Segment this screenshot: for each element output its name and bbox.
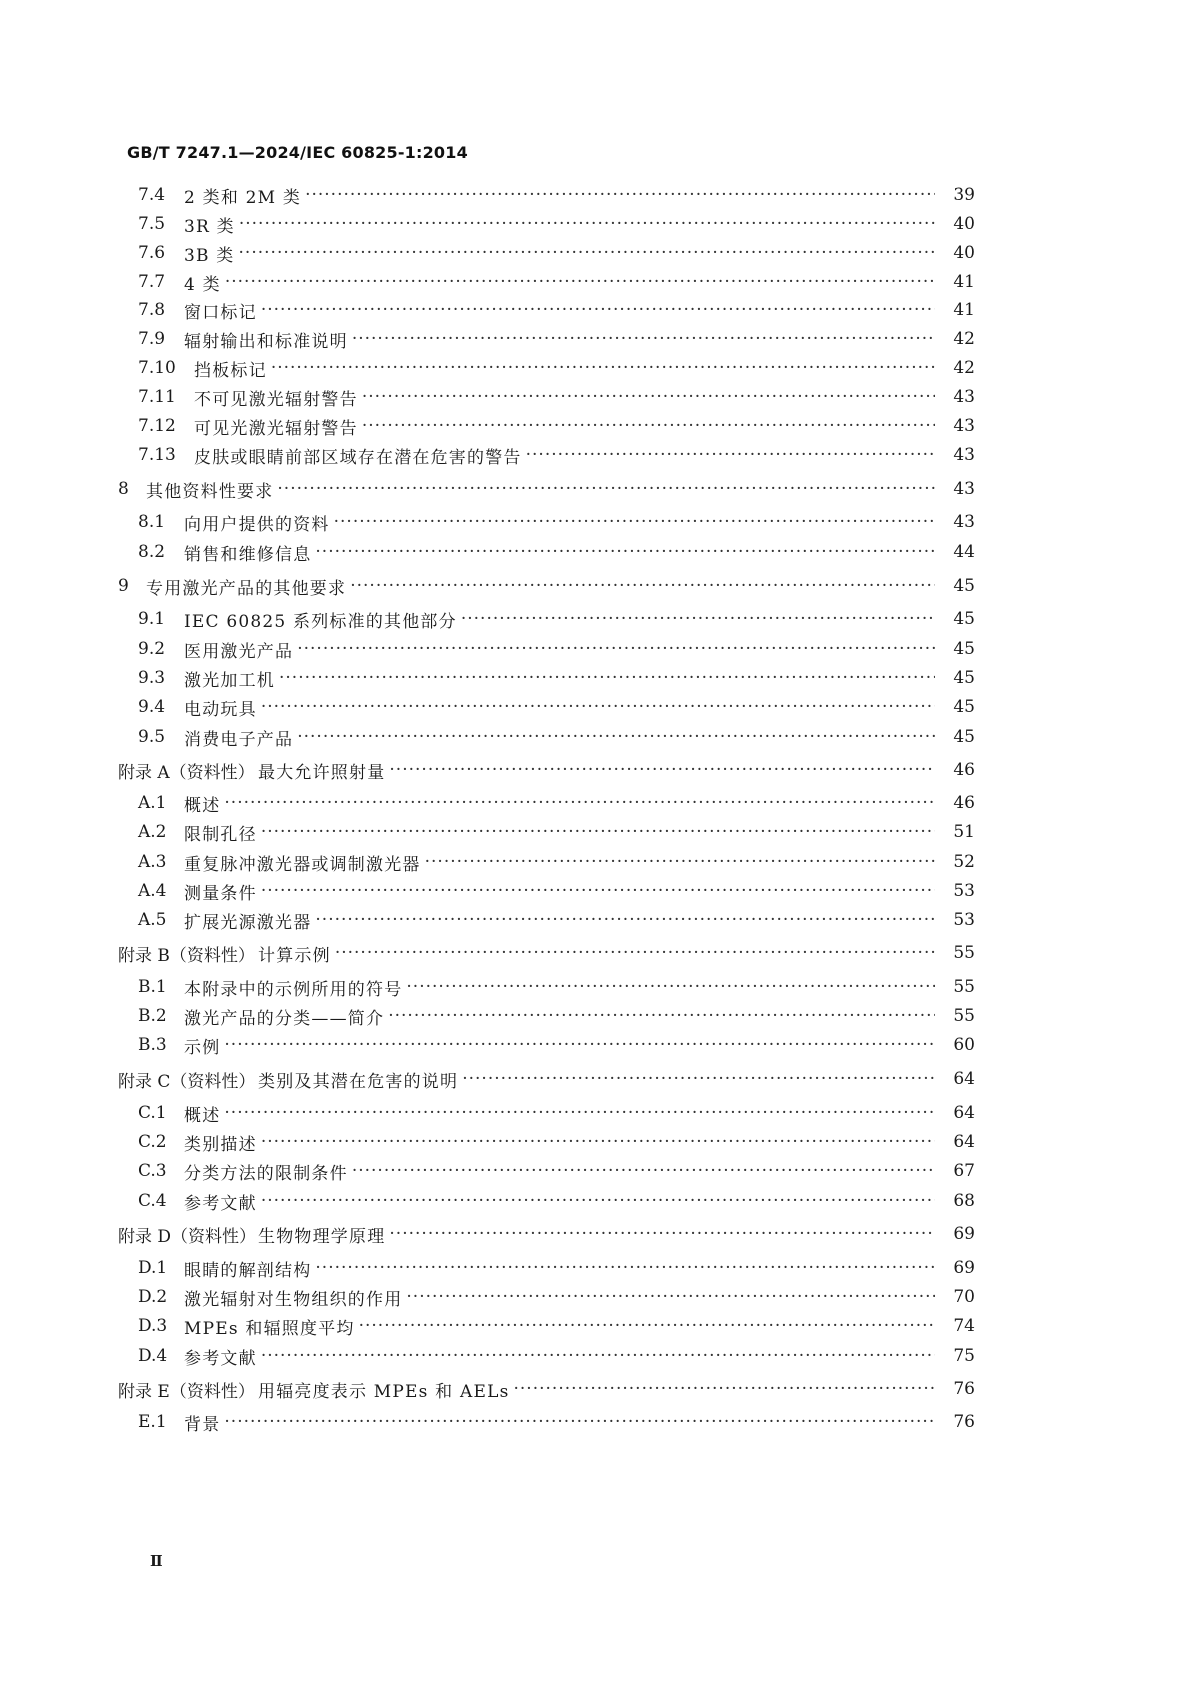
toc-entry-page: 43 (953, 445, 975, 465)
toc-entry-title: 类别描述 (184, 1134, 257, 1155)
toc-entry-page: 46 (953, 793, 975, 813)
toc-dot-leader (526, 442, 935, 468)
toc-entry-page: 46 (953, 760, 975, 780)
toc-entry-number: A.2 (138, 822, 167, 842)
toc-entry-page: 67 (953, 1161, 975, 1181)
toc-entry-title: 皮肤或眼睛前部区域存在潜在危害的警告 (194, 447, 522, 468)
toc-entry-number: C.2 (138, 1132, 167, 1152)
toc-entry[interactable] (0, 1129, 1191, 1155)
toc-entry-page: 70 (953, 1287, 975, 1307)
toc-entry-page: 45 (953, 668, 975, 688)
toc-entry-title: IEC 60825 系列标准的其他部分 (184, 611, 457, 632)
toc-entry-number: 7.8 (138, 300, 166, 320)
toc-entry-number: C.3 (138, 1161, 167, 1181)
toc-entry-title: 辐射输出和标准说明 (184, 331, 348, 352)
toc-entry-title: 参考文献 (184, 1348, 257, 1369)
toc-entry-number: 9 (118, 576, 129, 596)
toc-dot-leader (297, 636, 935, 662)
toc-entry-page: 64 (953, 1069, 975, 1089)
toc-entry[interactable] (0, 1313, 1191, 1339)
toc-entry-number: 7.10 (138, 358, 176, 378)
toc-entry[interactable] (0, 413, 1191, 439)
toc-entry-page: 42 (953, 329, 975, 349)
toc-dot-leader (261, 878, 935, 904)
toc-entry[interactable] (0, 1100, 1191, 1126)
toc-entry[interactable] (0, 819, 1191, 845)
toc-entry-title: 重复脉冲激光器或调制激光器 (184, 854, 421, 875)
toc-dot-leader (406, 974, 935, 1000)
toc-dot-leader (297, 724, 935, 750)
toc-entry-number: B.1 (138, 977, 167, 997)
toc-entry-page: 76 (953, 1412, 975, 1432)
toc-entry-title: 测量条件 (184, 883, 257, 904)
toc-entry-title: MPEs 和辐照度平均 (184, 1318, 355, 1339)
toc-entry[interactable] (0, 907, 1191, 933)
toc-entry-title: 3B 类 (184, 245, 235, 266)
toc-entry-title: 本附录中的示例所用的符号 (184, 979, 403, 1000)
toc-dot-leader (350, 573, 935, 599)
toc-entry-page: 60 (953, 1035, 975, 1055)
toc-entry-page: 42 (953, 358, 975, 378)
toc-entry[interactable] (0, 182, 1191, 208)
toc-entry-number: 8 (118, 479, 129, 499)
toc-dot-leader (352, 326, 935, 352)
toc-entry-page: 40 (953, 214, 975, 234)
toc-entry-page: 43 (953, 387, 975, 407)
toc-entry-page: 40 (953, 243, 975, 263)
toc-entry[interactable] (0, 636, 1191, 662)
toc-entry[interactable] (0, 606, 1191, 632)
toc-entry-number: 7.6 (138, 243, 166, 263)
toc-dot-leader (514, 1376, 936, 1402)
toc-entry-title: 限制孔径 (184, 824, 257, 845)
toc-dot-leader (315, 1255, 935, 1281)
toc-dot-leader (315, 539, 935, 565)
toc-entry[interactable] (0, 1343, 1191, 1369)
toc-entry-title: 扩展光源激光器 (184, 912, 312, 933)
toc-entry-number: A.4 (138, 881, 167, 901)
toc-entry[interactable] (0, 1003, 1191, 1029)
toc-entry[interactable] (0, 355, 1191, 381)
toc-dot-leader (224, 1409, 935, 1435)
toc-entry-page: 53 (953, 910, 975, 930)
toc-entry-page: 68 (953, 1191, 975, 1211)
toc-entry[interactable] (0, 269, 1191, 295)
toc-entry-page: 45 (953, 727, 975, 747)
toc-entry-number: 9.4 (138, 697, 166, 717)
toc-entry[interactable] (0, 1158, 1191, 1184)
toc-entry-page: 45 (953, 576, 975, 596)
toc-entry-title: 向用户提供的资料 (184, 514, 330, 535)
toc-entry-title: 用辐亮度表示 MPEs 和 AELs (258, 1381, 510, 1402)
toc-entry[interactable] (0, 1066, 1191, 1092)
toc-entry-number: 附录 B（资料性） (118, 945, 255, 966)
toc-entry-title: 计算示例 (258, 945, 331, 966)
toc-entry-page: 39 (953, 185, 975, 205)
toc-entry-page: 51 (953, 822, 975, 842)
toc-entry-title: 生物物理学原理 (258, 1226, 386, 1247)
toc-dot-leader (406, 1284, 935, 1310)
toc-entry-page: 55 (953, 1006, 975, 1026)
toc-dot-leader (261, 694, 935, 720)
toc-entry[interactable] (0, 724, 1191, 750)
toc-entry-number: 9.5 (138, 727, 166, 747)
toc-dot-leader (261, 1129, 935, 1155)
toc-entry-title: 挡板标记 (194, 360, 267, 381)
toc-entry[interactable] (0, 297, 1191, 323)
toc-entry[interactable] (0, 974, 1191, 1000)
toc-entry-page: 45 (953, 609, 975, 629)
toc-dot-leader (279, 665, 935, 691)
toc-entry-title: 2 类和 2M 类 (184, 187, 302, 208)
toc-entry-number: 8.2 (138, 542, 166, 562)
toc-entry[interactable] (0, 790, 1191, 816)
toc-entry-title: 眼睛的解剖结构 (184, 1260, 312, 1281)
toc-entry-page: 75 (953, 1346, 975, 1366)
toc-dot-leader (261, 1188, 935, 1214)
toc-dot-leader (261, 1343, 935, 1369)
toc-entry-number: 7.9 (138, 329, 166, 349)
toc-entry-title: 类别及其潜在危害的说明 (258, 1071, 459, 1092)
toc-entry-number: D.4 (138, 1346, 168, 1366)
toc-entry-title: 不可见激光辐射警告 (194, 389, 358, 410)
toc-dot-leader (462, 1066, 935, 1092)
toc-entry-title: 医用激光产品 (184, 641, 294, 662)
toc-dot-leader (305, 182, 935, 208)
toc-entry-page: 41 (953, 272, 975, 292)
toc-entry-number: D.2 (138, 1287, 168, 1307)
toc-entry-page: 69 (953, 1258, 975, 1278)
toc-entry-title: 销售和维修信息 (184, 544, 312, 565)
toc-entry[interactable] (0, 240, 1191, 266)
toc-entry-number: 9.2 (138, 639, 166, 659)
toc-entry[interactable] (0, 1221, 1191, 1247)
toc-dot-leader (225, 269, 935, 295)
toc-entry-number: 7.11 (138, 387, 176, 407)
toc-dot-leader (239, 211, 935, 237)
toc-entry-title: 背景 (184, 1414, 221, 1435)
toc-entry-page: 64 (953, 1103, 975, 1123)
toc-dot-leader (425, 849, 935, 875)
toc-entry-number: 7.4 (138, 185, 166, 205)
toc-entry-title: 激光加工机 (184, 670, 275, 691)
toc-entry-page: 64 (953, 1132, 975, 1152)
toc-entry-number: 附录 A（资料性） (118, 762, 255, 783)
toc-entry-number: A.5 (138, 910, 167, 930)
toc-entry-number: 附录 E（资料性） (118, 1381, 255, 1402)
toc-entry-number: D.3 (138, 1316, 168, 1336)
toc-dot-leader (335, 940, 935, 966)
toc-entry[interactable] (0, 1255, 1191, 1281)
toc-entry[interactable] (0, 940, 1191, 966)
toc-entry-number: 7.13 (138, 445, 176, 465)
toc-entry-title: 电动玩具 (184, 699, 257, 720)
toc-entry-page: 53 (953, 881, 975, 901)
toc-entry-number: A.3 (138, 852, 167, 872)
toc-dot-leader (261, 297, 935, 323)
toc-entry[interactable] (0, 539, 1191, 565)
toc-entry[interactable] (0, 211, 1191, 237)
toc-entry-number: C.4 (138, 1191, 167, 1211)
toc-entry-page: 76 (953, 1379, 975, 1399)
toc-dot-leader (389, 757, 935, 783)
toc-dot-leader (277, 476, 935, 502)
toc-dot-leader (315, 907, 935, 933)
toc-entry-title: 激光产品的分类——简介 (184, 1008, 385, 1029)
toc-entry-number: B.3 (138, 1035, 167, 1055)
toc-entry[interactable] (0, 694, 1191, 720)
toc-entry[interactable] (0, 1032, 1191, 1058)
toc-entry-number: 7.7 (138, 272, 166, 292)
toc-entry[interactable] (0, 476, 1191, 502)
toc-entry-page: 44 (953, 542, 975, 562)
toc-dot-leader (224, 790, 935, 816)
toc-entry-title: 专用激光产品的其他要求 (146, 578, 347, 599)
toc-entry[interactable] (0, 326, 1191, 352)
toc-entry-title: 窗口标记 (184, 302, 257, 323)
toc-entry-page: 74 (953, 1316, 975, 1336)
document-header: GB/T 7247.1—2024/IEC 60825-1:2014 (127, 143, 468, 162)
toc-dot-leader (224, 1032, 935, 1058)
toc-entry[interactable] (0, 1376, 1191, 1402)
toc-entry[interactable] (0, 573, 1191, 599)
toc-entry-page: 43 (953, 479, 975, 499)
toc-entry[interactable] (0, 442, 1191, 468)
toc-dot-leader (239, 240, 935, 266)
toc-entry[interactable] (0, 384, 1191, 410)
toc-dot-leader (261, 819, 935, 845)
toc-entry-title: 3R 类 (184, 216, 235, 237)
toc-entry-page: 45 (953, 697, 975, 717)
toc-dot-leader (334, 509, 935, 535)
toc-entry-title: 4 类 (184, 274, 221, 295)
toc-entry-page: 41 (953, 300, 975, 320)
toc-entry-title: 示例 (184, 1037, 221, 1058)
toc-entry-number: A.1 (138, 793, 167, 813)
toc-entry[interactable] (0, 1188, 1191, 1214)
toc-entry[interactable] (0, 849, 1191, 875)
toc-entry-title: 最大允许照射量 (258, 762, 386, 783)
toc-entry-number: 9.1 (138, 609, 166, 629)
toc-entry-title: 参考文献 (184, 1193, 257, 1214)
toc-entry-title: 分类方法的限制条件 (184, 1163, 348, 1184)
toc-entry-title: 激光辐射对生物组织的作用 (184, 1289, 403, 1310)
toc-entry-number: B.2 (138, 1006, 167, 1026)
toc-dot-leader (389, 1221, 935, 1247)
toc-dot-leader (224, 1100, 935, 1126)
toc-entry[interactable] (0, 1409, 1191, 1435)
toc-entry[interactable] (0, 1284, 1191, 1310)
toc-entry-page: 45 (953, 639, 975, 659)
page-number: Ⅱ (150, 1552, 163, 1570)
toc-entry[interactable] (0, 878, 1191, 904)
toc-entry-title: 消费电子产品 (184, 729, 294, 750)
toc-entry-title: 概述 (184, 795, 221, 816)
toc-entry-number: 8.1 (138, 512, 166, 532)
toc-entry-number: 7.12 (138, 416, 176, 436)
toc-entry-page: 55 (953, 943, 975, 963)
toc-dot-leader (362, 413, 935, 439)
toc-entry-page: 55 (953, 977, 975, 997)
toc-dot-leader (271, 355, 935, 381)
toc-entry-number: D.1 (138, 1258, 168, 1278)
toc-entry-title: 概述 (184, 1105, 221, 1126)
toc-dot-leader (388, 1003, 935, 1029)
toc-entry[interactable] (0, 509, 1191, 535)
toc-entry-number: E.1 (138, 1412, 167, 1432)
toc-entry-number: 9.3 (138, 668, 166, 688)
toc-entry-number: 附录 D（资料性） (118, 1226, 257, 1247)
toc-entry-number: C.1 (138, 1103, 167, 1123)
toc-entry-page: 43 (953, 416, 975, 436)
toc-entry-title: 可见光激光辐射警告 (194, 418, 358, 439)
toc-entry-page: 69 (953, 1224, 975, 1244)
toc-dot-leader (461, 606, 935, 632)
toc-entry-page: 52 (953, 852, 975, 872)
toc-entry-number: 7.5 (138, 214, 166, 234)
toc-entry[interactable] (0, 665, 1191, 691)
toc-entry-title: 其他资料性要求 (146, 481, 274, 502)
toc-entry-page: 43 (953, 512, 975, 532)
toc-dot-leader (362, 384, 935, 410)
toc-dot-leader (359, 1313, 935, 1339)
toc-dot-leader (352, 1158, 935, 1184)
toc-entry[interactable] (0, 757, 1191, 783)
toc-entry-number: 附录 C（资料性） (118, 1071, 256, 1092)
